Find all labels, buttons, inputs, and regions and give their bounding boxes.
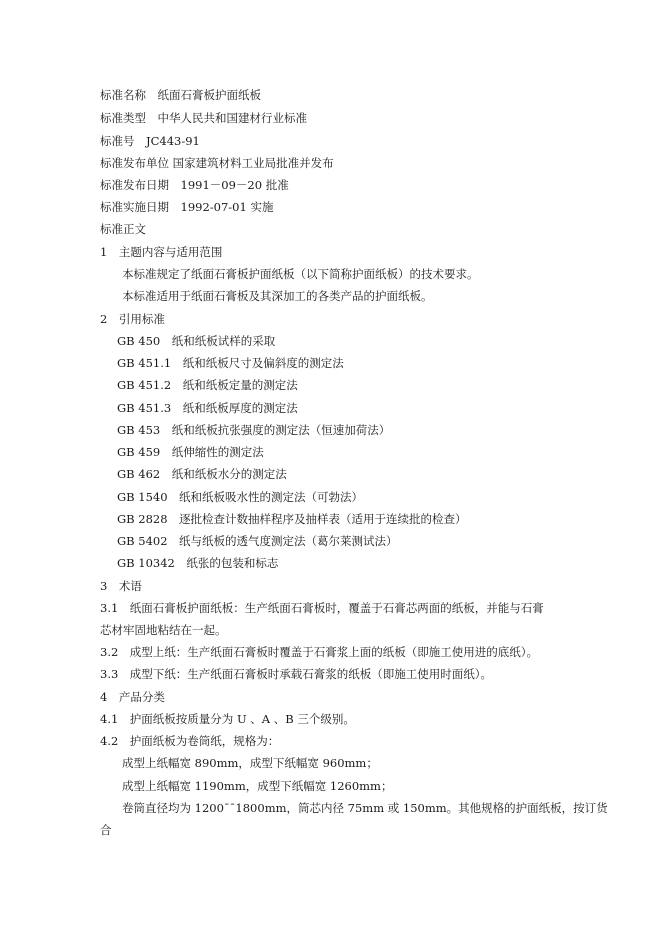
field-issue-date: 标准发布日期 1991－09－20 批准 (100, 178, 289, 192)
term-definition: 3.3 成型下纸：生产纸面石膏板时承载石膏浆的纸板（即施工使用时面纸）。 (100, 667, 493, 681)
section-heading: 3 术语 (100, 579, 142, 593)
paragraph: 本标准适用于纸面石膏板及其深加工的各类产品的护面纸板。 (122, 289, 433, 303)
specification-line: 成型上纸幅宽 1190mm，成型下纸幅宽 1260mm； (122, 779, 393, 793)
reference-item: GB 451.2 纸和纸板定量的测定法 (117, 378, 298, 392)
clause: 4.2 护面纸板为卷筒纸，规格为： (100, 734, 280, 748)
field-issuing-body: 标准发布单位 国家建筑材料工业局批准并发布 (100, 156, 334, 170)
reference-item: GB 453 纸和纸板抗张强度的测定法（恒速加荷法） (117, 423, 391, 437)
section-heading: 4 产品分类 (100, 690, 165, 704)
reference-item: GB 450 纸和纸板试样的采取 (117, 334, 276, 348)
reference-item: GB 5402 纸与纸板的透气度测定法（葛尔莱测试法） (117, 534, 398, 548)
term-definition: 3.2 成型上纸：生产纸面石膏板时覆盖于石膏浆上面的纸板（即施工使用进的底纸）。 (100, 645, 539, 659)
reference-item: GB 10342 纸张的包装和标志 (117, 556, 279, 570)
reference-item: GB 462 纸和纸板水分的测定法 (117, 467, 287, 481)
reference-item: GB 451.3 纸和纸板厚度的测定法 (117, 401, 298, 415)
paragraph: 本标准规定了纸面石膏板护面纸板（以下简称护面纸板）的技术要求。 (122, 267, 479, 281)
specification-line-continued: 合 (100, 823, 112, 837)
field-standard-number: 标准号 JC443-91 (100, 134, 200, 148)
section-heading: 1 主题内容与适用范围 (100, 245, 223, 259)
clause: 4.1 护面纸板按质量分为 U 、A 、B 三个级别。 (100, 712, 355, 726)
reference-item: GB 1540 纸和纸板吸水性的测定法（可勃法） (117, 490, 364, 504)
field-effective-date: 标准实施日期 1992-07-01 实施 (100, 200, 274, 214)
reference-item: GB 451.1 纸和纸板尺寸及偏斜度的测定法 (117, 356, 344, 370)
section-heading: 2 引用标准 (100, 312, 165, 326)
specification-line: 卷筒直径均为 1200¯¯1800mm，筒芯内径 75mm 或 150mm。其他规格的护面纸板，按订货 (122, 801, 608, 815)
reference-item: GB 2828 逐批检查计数抽样程序及抽样表（适用于连续批的检查） (117, 512, 467, 526)
field-standard-name: 标准名称 纸面石膏板护面纸板 (100, 88, 261, 102)
reference-item: GB 459 纸伸缩性的测定法 (117, 445, 264, 459)
specification-line: 成型上纸幅宽 890mm，成型下纸幅宽 960mm； (122, 756, 378, 770)
field-standard-type: 标准类型 中华人民共和国建材行业标准 (100, 111, 307, 125)
section-body-heading: 标准正文 (100, 222, 146, 236)
term-definition: 3.1 纸面石膏板护面纸板：生产纸面石膏板时，覆盖于石膏芯两面的纸板，并能与石膏 (100, 601, 544, 615)
term-definition-continued: 芯材牢固地粘结在一起。 (100, 623, 227, 637)
